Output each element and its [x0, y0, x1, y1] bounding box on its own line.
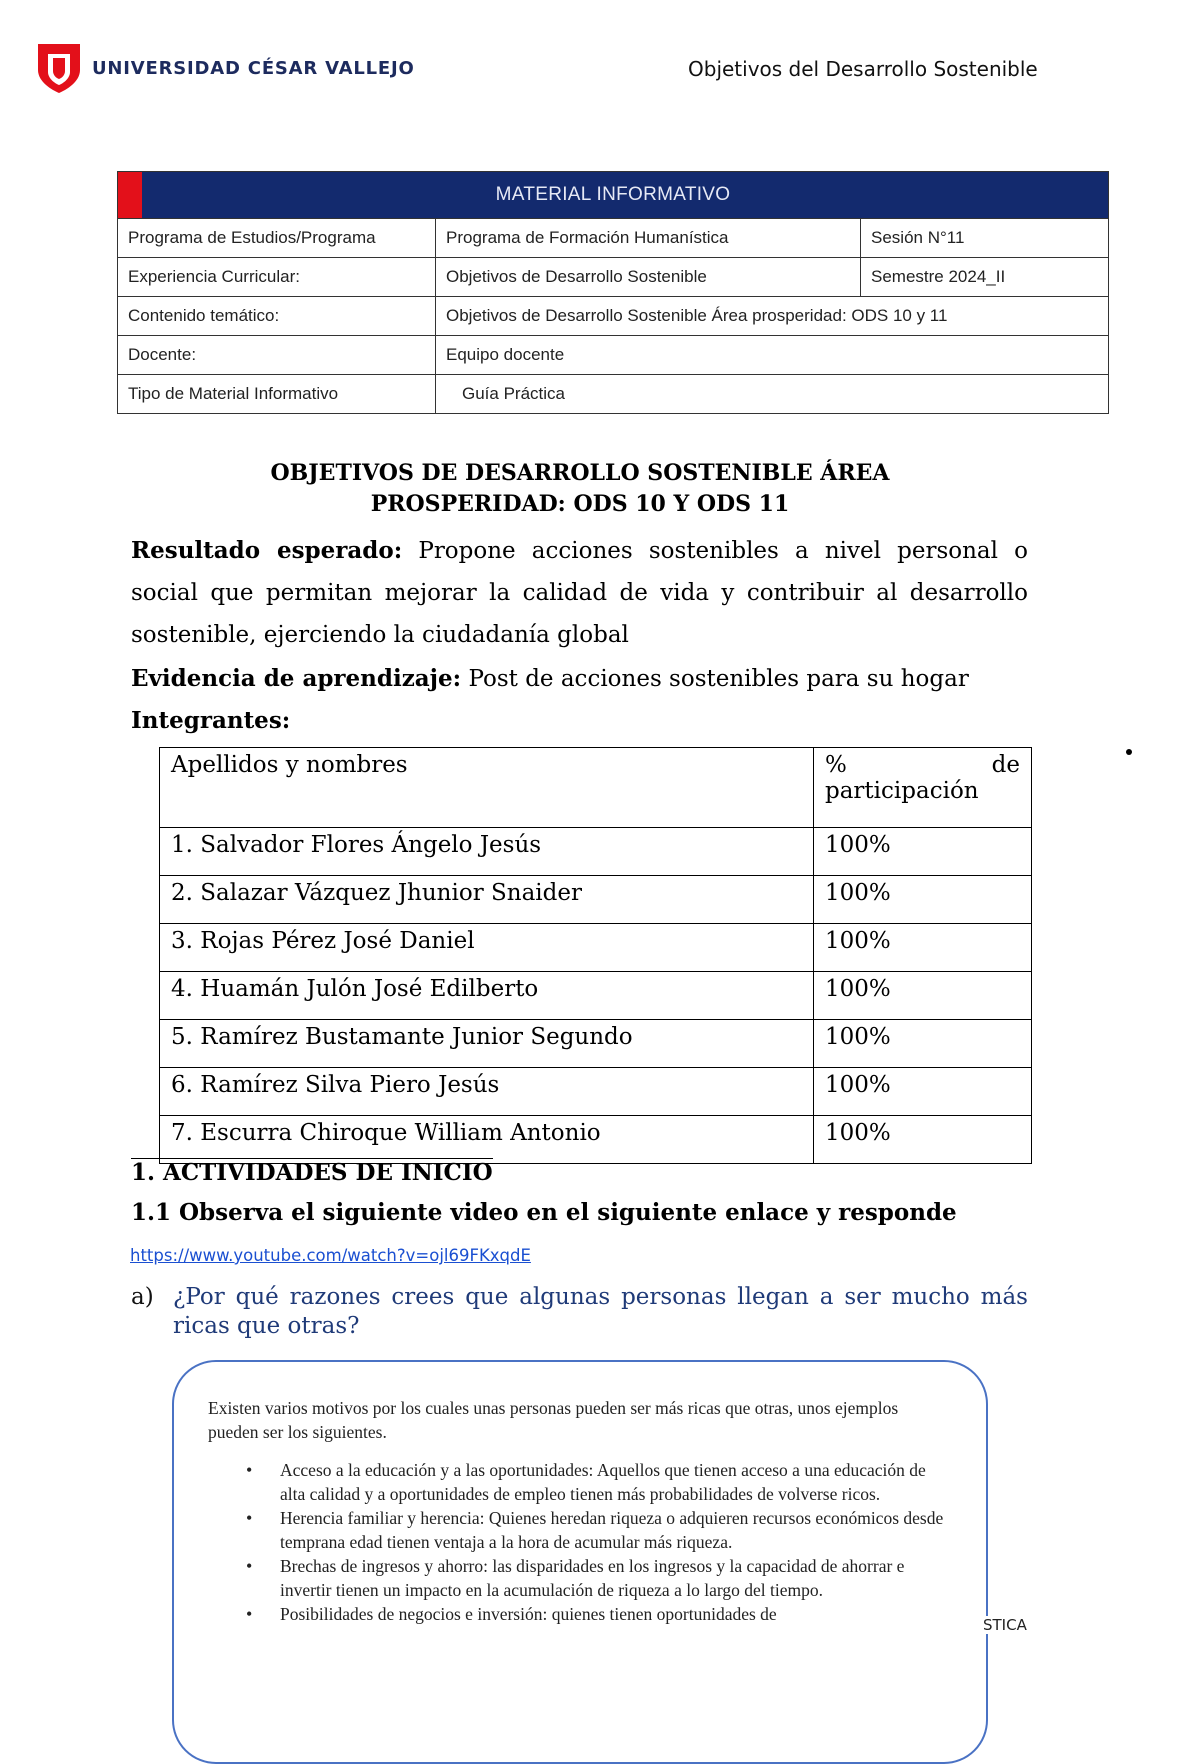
info-row — [118, 375, 1109, 414]
table-row — [160, 1020, 1032, 1068]
info-label: Experiencia Curricular: — [118, 258, 436, 297]
table-row — [160, 924, 1032, 972]
material-info-title: MATERIAL INFORMATIVO — [495, 184, 731, 205]
table-row — [160, 972, 1032, 1020]
university-name: UNIVERSIDAD CÉSAR VALLEJO — [92, 58, 415, 79]
info-value: Objetivos de Desarrollo Sostenible Área prosperidad: ODS 10 y 11 — [436, 297, 1109, 336]
info-label: Contenido temático: — [118, 297, 436, 336]
material-info-header — [118, 172, 1109, 219]
video-link[interactable]: https://www.youtube.com/watch?v=ojl69FKxqdE — [130, 1246, 531, 1265]
info-value: Equipo docente — [436, 336, 1109, 375]
document-title-line1: OBJETIVOS DE DESARROLLO SOSTENIBLE ÁREA — [270, 460, 890, 486]
answer-intro: Existen varios motivos por los cuales unas personas pueden ser más ricas que otras, unos ejemplos pueden ser los siguientes. — [208, 1398, 899, 1442]
question-a — [131, 1283, 1028, 1341]
evidence-text: Post de acciones sostenibles para su hogar — [461, 666, 969, 692]
info-row — [118, 258, 1109, 297]
member-participation: 100% — [814, 876, 1032, 924]
footer-text-fragment: STICA — [983, 1616, 1027, 1634]
table-row — [160, 828, 1032, 876]
member-participation: 100% — [814, 1020, 1032, 1068]
members-table — [159, 747, 1032, 1164]
info-extra: Sesión N°11 — [861, 219, 1109, 258]
university-shield-icon — [36, 40, 82, 94]
document-title-line2: PROSPERIDAD: ODS 10 Y ODS 11 — [370, 491, 790, 517]
list-item: • Brechas de ingresos y ahorro: las disparidades en los ingresos y la capacidad de ahorrar e invertir tienen un impacto en la acumulación de riqueza a lo largo del tiempo. — [280, 1554, 948, 1602]
document-title — [130, 458, 1030, 520]
subsection-heading: 1.1 Observa el siguiente video en el siguiente enlace y responde — [131, 1199, 957, 1226]
member-name: 3. Rojas Pérez José Daniel — [160, 924, 814, 972]
table-row — [160, 1068, 1032, 1116]
info-row — [118, 336, 1109, 375]
member-name: 7. Escurra Chiroque William Antonio — [160, 1116, 814, 1164]
list-item: • Posibilidades de negocios e inversión: quienes tienen oportunidades de — [280, 1602, 948, 1626]
member-participation: 100% — [814, 1116, 1032, 1164]
section-heading: 1. ACTIVIDADES DE INICIO — [131, 1159, 493, 1186]
info-label: Tipo de Material Informativo — [118, 375, 436, 414]
list-item: • Herencia familiar y herencia: Quienes heredan riqueza o adquieren recursos económicos desde temprana edad tienen ventaja a la hora de acumular más riqueza. — [280, 1506, 948, 1554]
list-item: • Acceso a la educación y a las oportunidades: Aquellos que tienen acceso a una educación de alta calidad y a oportunidades de empleo tienen más probabilidades de volverse ricos. — [280, 1458, 948, 1506]
university-logo — [36, 40, 82, 98]
question-text: ¿Por qué razones crees que algunas personas llegan a ser mucho más ricas que otras? — [173, 1284, 1028, 1339]
answer-content — [208, 1396, 948, 1626]
red-accent-mark — [118, 172, 142, 218]
member-participation: 100% — [814, 828, 1032, 876]
member-participation: 100% — [814, 972, 1032, 1020]
member-name: 6. Ramírez Silva Piero Jesús — [160, 1068, 814, 1116]
info-label: Programa de Estudios/Programa — [118, 219, 436, 258]
info-row — [118, 297, 1109, 336]
answer-list — [208, 1458, 948, 1626]
member-name: 1. Salvador Flores Ángelo Jesús — [160, 828, 814, 876]
header-title: Objetivos del Desarrollo Sostenible — [688, 57, 1038, 81]
member-participation: 100% — [814, 1068, 1032, 1116]
info-extra: Semestre 2024_II — [861, 258, 1109, 297]
column-header-participation: % de participación — [814, 748, 1032, 828]
expected-result-label: Resultado esperado: — [131, 537, 403, 564]
info-value: Objetivos de Desarrollo Sostenible — [436, 258, 861, 297]
question-letter: a) — [131, 1284, 154, 1310]
expected-result-text: Propone acciones sostenibles a nivel personal o social que permitan mejorar la calidad de vida y contribuir al desarrollo sostenible, ejerciendo la ciudadanía global — [131, 538, 1028, 648]
column-header-name: Apellidos y nombres — [160, 748, 814, 828]
evidence-paragraph — [131, 658, 1028, 700]
evidence-label: Evidencia de aprendizaje: — [131, 665, 462, 692]
bullet-dot — [1126, 749, 1132, 755]
member-name: 2. Salazar Vázquez Jhunior Snaider — [160, 876, 814, 924]
info-row — [118, 219, 1109, 258]
material-info-table — [117, 171, 1109, 414]
table-row — [160, 1116, 1032, 1164]
members-table-header — [160, 748, 1032, 828]
member-name: 5. Ramírez Bustamante Junior Segundo — [160, 1020, 814, 1068]
member-participation: 100% — [814, 924, 1032, 972]
info-value: Programa de Formación Humanística — [436, 219, 861, 258]
members-label: Integrantes: — [131, 707, 291, 734]
info-value: Guía Práctica — [436, 375, 1109, 414]
member-name: 4. Huamán Julón José Edilberto — [160, 972, 814, 1020]
info-label: Docente: — [118, 336, 436, 375]
expected-result-paragraph — [131, 530, 1028, 656]
table-row — [160, 876, 1032, 924]
